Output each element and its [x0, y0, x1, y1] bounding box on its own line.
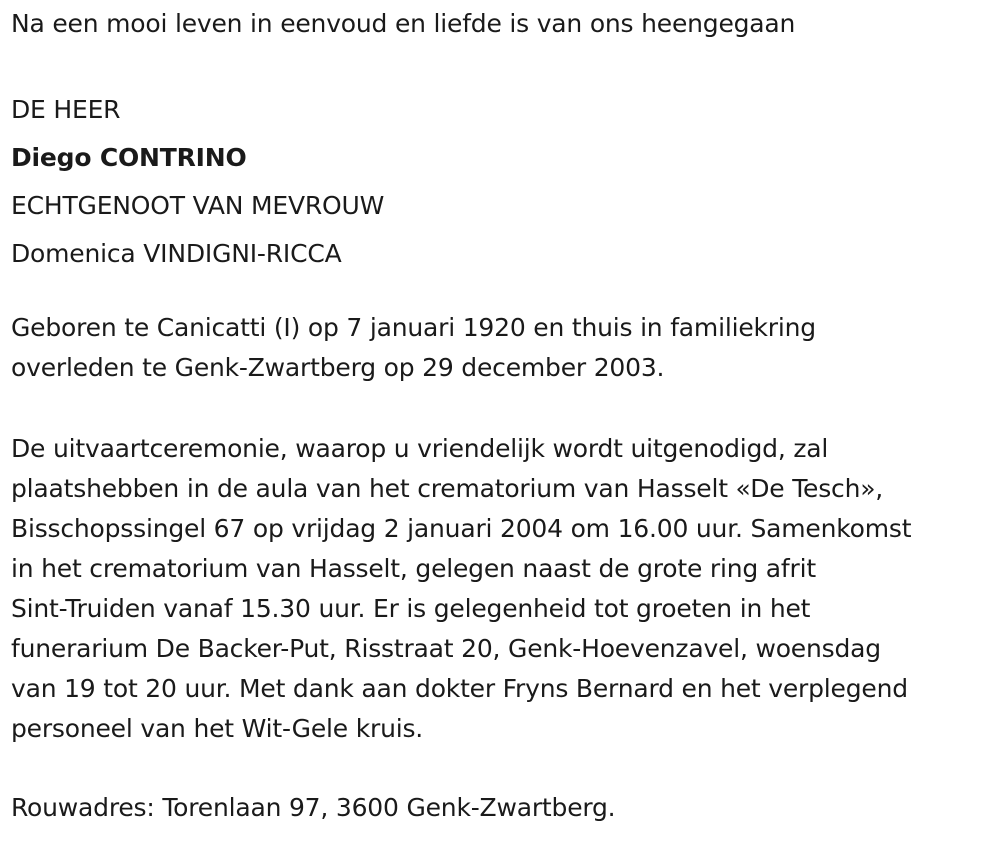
paragraph-line: De uitvaartceremonie, waarop u vriendelijk wordt uitgenodigd, zal [11, 434, 829, 463]
intro-text-block [11, 4, 795, 44]
paragraph-line: in het crematorium van Hasselt, gelegen naast de grote ring afrit [11, 554, 816, 583]
mourning-address-block [11, 788, 615, 828]
paragraph-line: Geboren te Canicatti (I) op 7 januari 1920 en thuis in familiekring [11, 313, 816, 342]
paragraph-line: Sint-Truiden vanaf 15.30 uur. Er is gelegenheid tot groeten in het [11, 594, 811, 623]
deceased-block [11, 86, 384, 278]
relation-label: ECHTGENOOT VAN MEVROUW [11, 191, 385, 220]
paragraph-line: plaatshebben in de aula van het crematorium van Hasselt «De Tesch», [11, 474, 884, 503]
ceremony-paragraph [11, 429, 911, 749]
paragraph-line: Bisschopssingel 67 op vrijdag 2 januari 2004 om 16.00 uur. Samenkomst [11, 514, 912, 543]
birth-death-paragraph [11, 308, 816, 388]
honorific-title: DE HEER [11, 95, 121, 124]
deceased-name: Diego CONTRINO [11, 143, 247, 172]
spouse-name: Domenica VINDIGNI-RICCA [11, 239, 342, 268]
paragraph-line: overleden te Genk-Zwartberg op 29 december 2003. [11, 353, 665, 382]
paragraph-line: van 19 tot 20 uur. Met dank aan dokter Fryns Bernard en het verplegend [11, 674, 908, 703]
intro-line: Na een mooi leven in eenvoud en liefde is van ons heengegaan [11, 9, 796, 38]
paragraph-line: funerarium De Backer-Put, Risstraat 20, Genk-Hoevenzavel, woensdag [11, 634, 881, 663]
paragraph-line: personeel van het Wit-Gele kruis. [11, 714, 424, 743]
mourning-address: Rouwadres: Torenlaan 97, 3600 Genk-Zwartberg. [11, 793, 616, 822]
